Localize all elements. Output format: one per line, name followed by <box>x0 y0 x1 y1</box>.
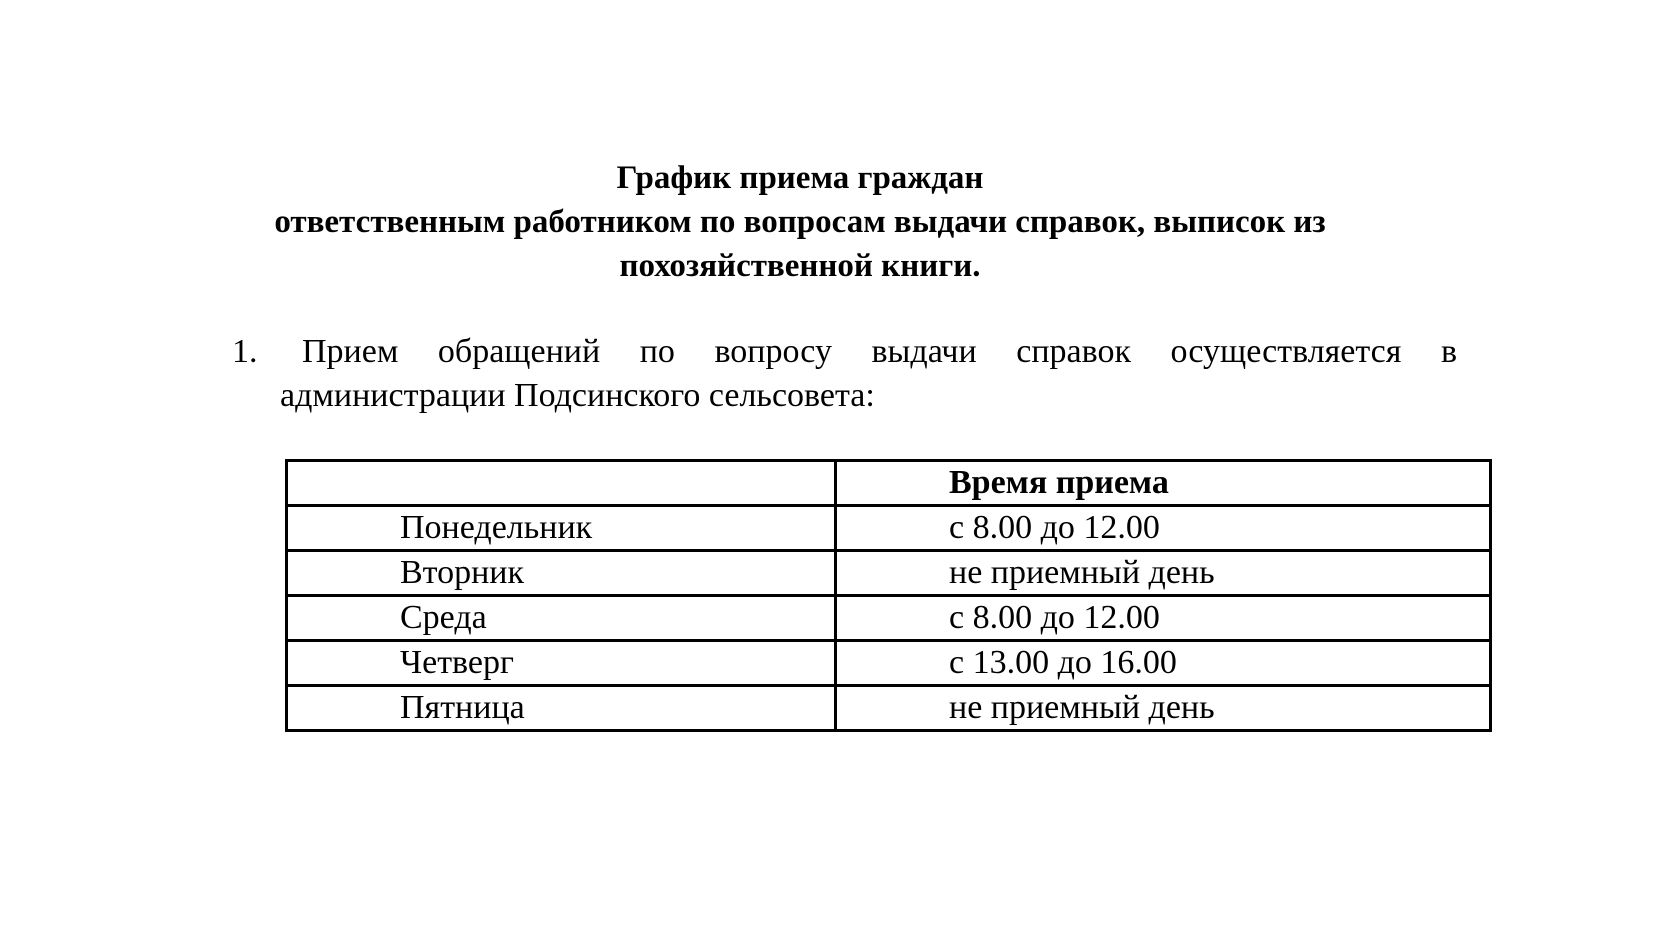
table-header-cell: Время приема <box>836 461 1491 506</box>
day-cell: Четверг <box>287 641 836 686</box>
day-cell: Среда <box>287 596 836 641</box>
time-cell: с 8.00 до 12.00 <box>836 506 1491 551</box>
schedule-table <box>285 459 1492 732</box>
day-cell: Понедельник <box>287 506 836 551</box>
day-cell: Вторник <box>287 551 836 596</box>
table-row <box>287 551 1491 596</box>
day-cell: Пятница <box>287 686 836 731</box>
table-row <box>287 641 1491 686</box>
title-line: ответственным работником по вопросам выдачи справок, выписок из <box>274 204 1326 240</box>
time-cell: с 13.00 до 16.00 <box>836 641 1491 686</box>
table-row <box>287 686 1491 731</box>
paragraph-line: администрации Подсинского сельсовета: <box>280 377 875 414</box>
title-line: График приема граждан <box>616 160 984 196</box>
table-header-cell <box>287 461 836 506</box>
table-row <box>287 596 1491 641</box>
table-row <box>287 506 1491 551</box>
paragraph-line: Прием обращений по вопросу выдачи справок осуществляется в <box>302 333 1457 370</box>
document-title <box>200 156 1400 288</box>
list-number: 1. <box>232 333 258 370</box>
time-cell: не приемный день <box>836 686 1491 731</box>
time-cell: с 8.00 до 12.00 <box>836 596 1491 641</box>
title-line: похозяйственной книги. <box>619 248 981 284</box>
time-cell: не приемный день <box>836 551 1491 596</box>
table-header-row <box>287 461 1491 506</box>
paragraph-text <box>280 330 1457 418</box>
